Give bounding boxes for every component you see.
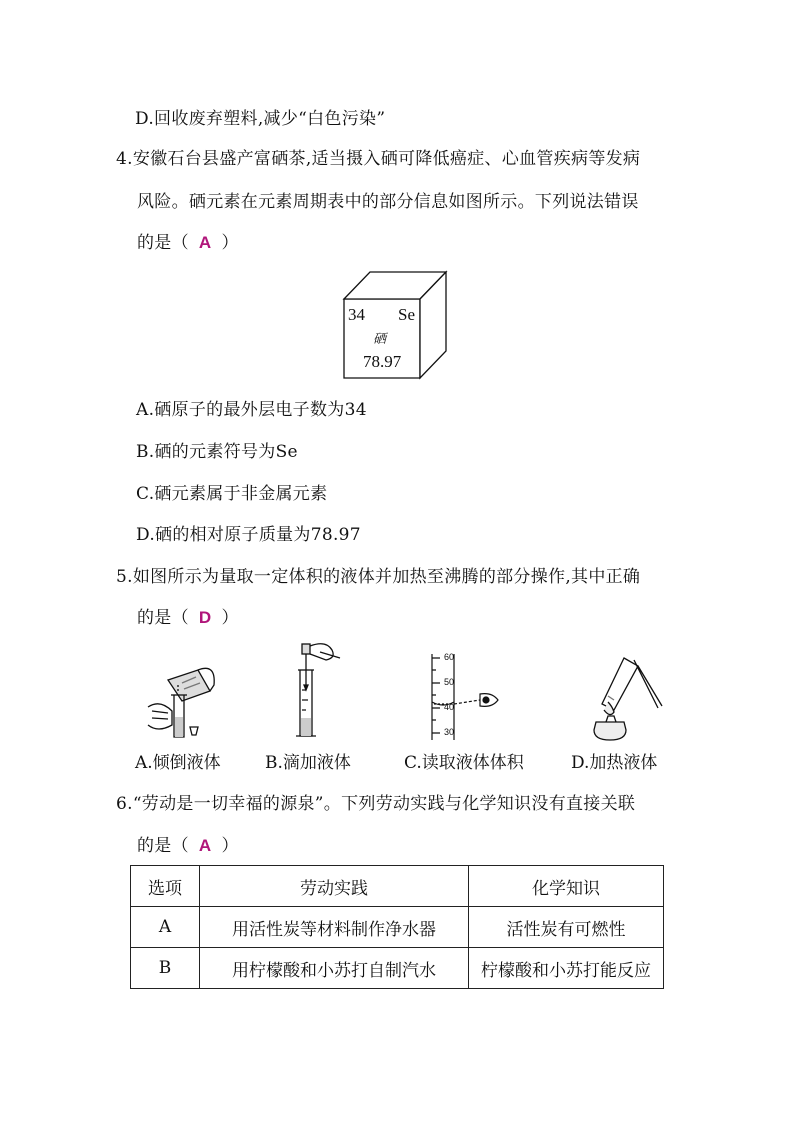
q5-caption-c: C.读取液体体积 — [404, 753, 524, 773]
cylinder-tick-60: 60 — [444, 652, 455, 662]
q6-answer: A — [198, 836, 212, 855]
table-header-row — [131, 866, 664, 907]
q4-option-c: C.硒元素属于非金属元素 — [136, 484, 328, 504]
q4-stem-suffix: ） — [221, 233, 239, 253]
table-header-cell: 化学知识 — [469, 866, 664, 907]
element-symbol: Se — [398, 305, 415, 324]
q4-stem-line1: 4.安徽石台县盛产富硒茶,适当摄入硒可降低癌症、心血管疾病等发病 — [116, 149, 641, 169]
table-cell: 柠檬酸和小苏打能反应 — [469, 948, 664, 989]
table-cell: B — [131, 948, 200, 989]
q6-stem-suffix: ） — [221, 836, 239, 856]
pouring-liquid-illustration — [138, 655, 228, 745]
q4-option-a: A.硒原子的最外层电子数为34 — [136, 400, 367, 420]
reading-volume-illustration — [418, 650, 510, 742]
q5-caption-a: A.倾倒液体 — [135, 753, 221, 773]
q6-stem-prefix: 的是（ — [137, 836, 189, 856]
q4-stem-line3 — [137, 231, 239, 255]
table-header-cell: 选项 — [131, 866, 200, 907]
q5-caption-d: D.加热液体 — [571, 753, 658, 773]
dropping-liquid-illustration — [280, 640, 352, 740]
cylinder-tick-30: 30 — [444, 727, 455, 737]
q5-caption-b: B.滴加液体 — [265, 753, 351, 773]
table-cell: 用活性炭等材料制作净水器 — [200, 907, 469, 948]
q4-answer: A — [198, 233, 212, 252]
q4-stem-prefix: 的是（ — [137, 233, 189, 253]
q3-option-d: D.回收废弃塑料,减少“白色污染” — [135, 109, 386, 129]
cylinder-tick-40: 40 — [444, 702, 455, 712]
q6-stem-line1: 6.“劳动是一切幸福的源泉”。下列劳动实践与化学知识没有直接关联 — [116, 794, 636, 814]
q6-options-table — [130, 865, 664, 989]
cylinder-tick-50: 50 — [444, 677, 455, 687]
q5-stem-prefix: 的是（ — [137, 608, 189, 628]
table-header-cell: 劳动实践 — [200, 866, 469, 907]
q5-stem-line2 — [137, 606, 239, 630]
table-row — [131, 907, 664, 948]
element-name: 硒 — [373, 331, 387, 346]
q4-stem-line2: 风险。硒元素在元素周期表中的部分信息如图所示。下列说法错误 — [137, 192, 639, 212]
element-mass: 78.97 — [363, 352, 402, 371]
q6-stem-line2 — [137, 834, 239, 858]
selenium-element-cube — [340, 268, 460, 383]
q4-option-d: D.硒的相对原子质量为78.97 — [136, 525, 361, 545]
q5-stem-suffix: ） — [221, 608, 239, 628]
heating-liquid-illustration — [578, 652, 664, 744]
q5-answer: D — [198, 608, 212, 627]
table-cell: 用柠檬酸和小苏打自制汽水 — [200, 948, 469, 989]
element-atomic-number: 34 — [348, 305, 365, 324]
table-cell: 活性炭有可燃性 — [469, 907, 664, 948]
q4-option-b: B.硒的元素符号为Se — [136, 442, 298, 462]
table-row — [131, 948, 664, 989]
q5-stem-line1: 5.如图所示为量取一定体积的液体并加热至沸腾的部分操作,其中正确 — [116, 567, 641, 587]
table-cell: A — [131, 907, 200, 948]
